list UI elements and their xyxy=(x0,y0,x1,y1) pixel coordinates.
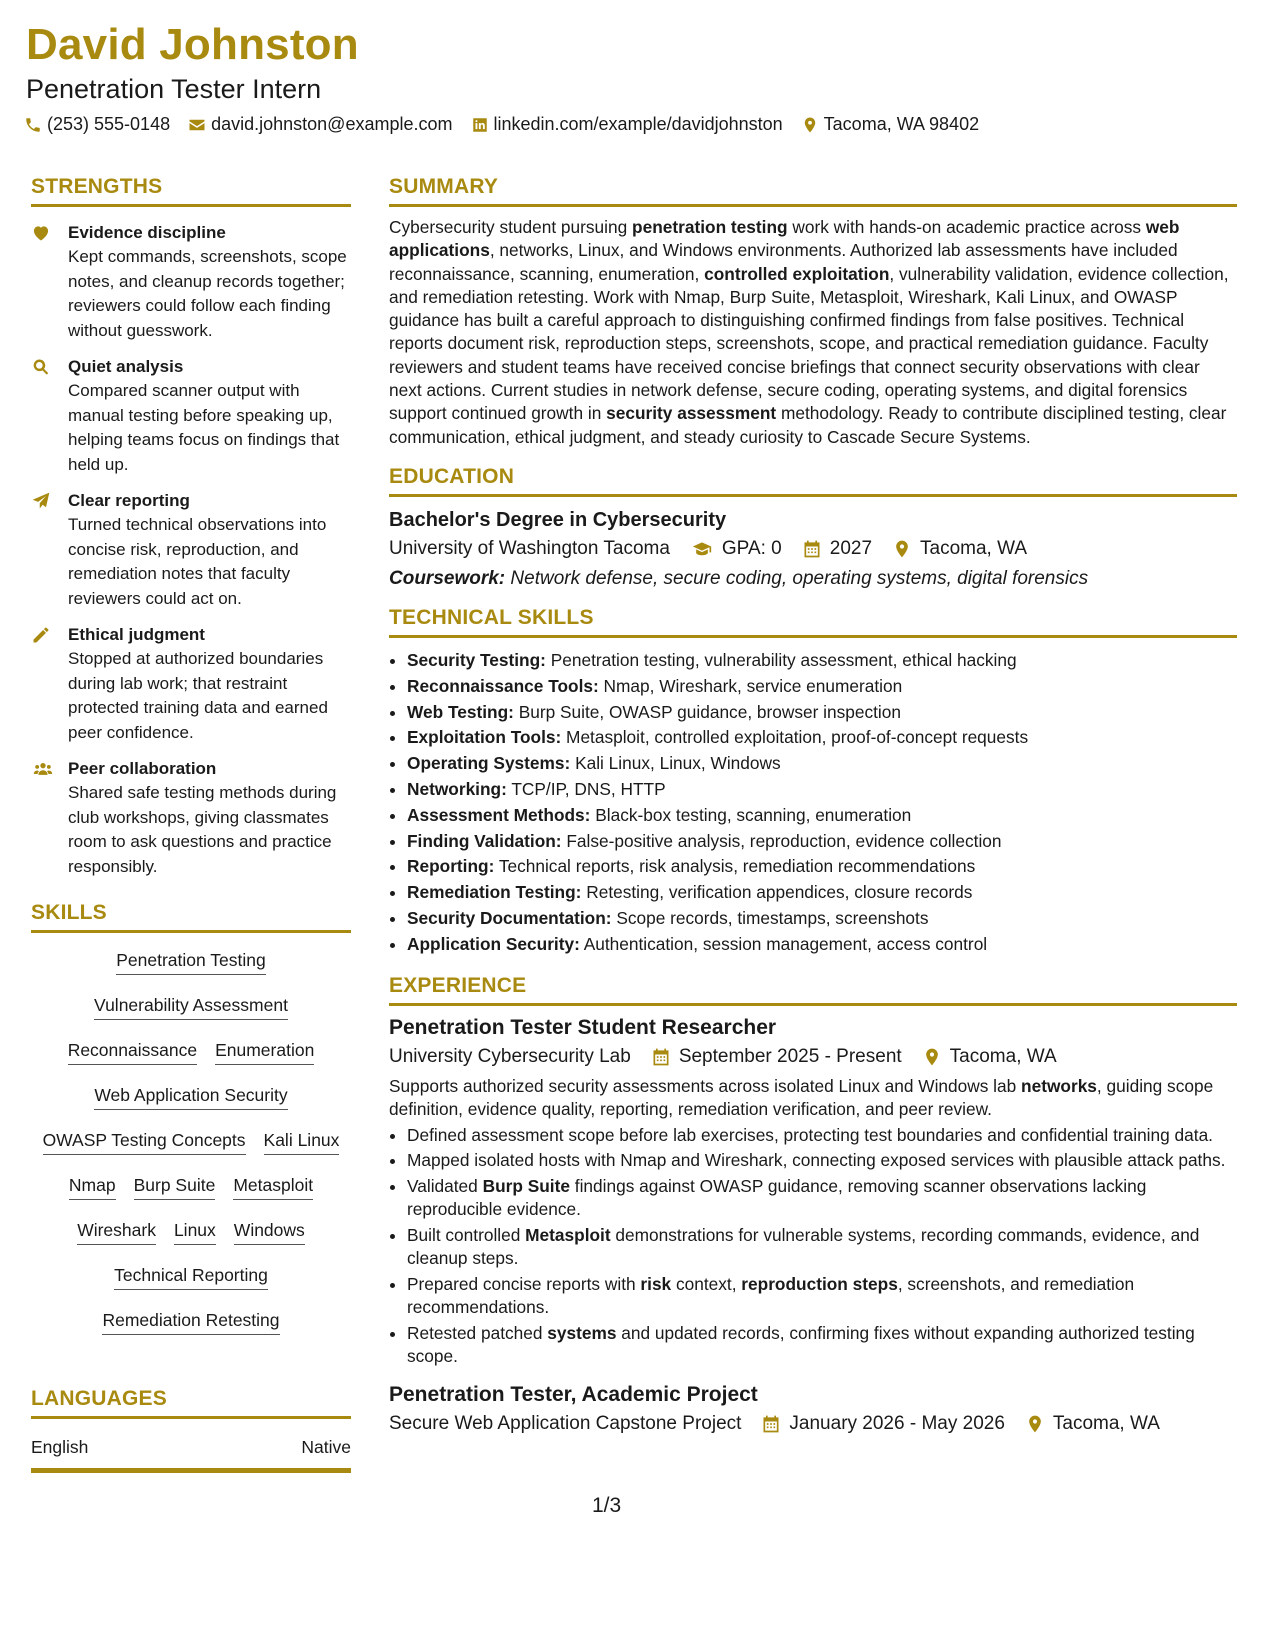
contact-location xyxy=(801,114,979,135)
map-pin-icon xyxy=(801,116,819,134)
candidate-title: Penetration Tester Intern xyxy=(26,74,322,104)
strength-title: Peer collaboration xyxy=(68,759,217,778)
skill-chip: Metasploit xyxy=(233,1174,313,1200)
bold-text: penetration testing xyxy=(632,217,788,237)
skill-category: Security Documentation: xyxy=(407,907,612,928)
bold-text: controlled exploitation xyxy=(704,263,890,284)
experience-section xyxy=(389,974,1237,1435)
skill-values: Nmap, Wireshark, service enumeration xyxy=(598,675,903,696)
bold-text: reproduction steps xyxy=(741,1273,898,1294)
technical-skill-item xyxy=(407,674,1237,700)
strength-title: Ethical judgment xyxy=(68,625,205,644)
job-bullet xyxy=(407,1224,1237,1271)
envelope-icon xyxy=(188,116,206,134)
skill-category: Application Security: xyxy=(407,933,580,954)
job-entry xyxy=(389,1016,1237,1369)
skill-chip: OWASP Testing Concepts xyxy=(43,1129,246,1155)
education-meta xyxy=(389,538,1237,560)
page-number: 1/3 xyxy=(592,1494,622,1517)
skill-chip: Technical Reporting xyxy=(114,1264,268,1290)
jobs-list xyxy=(389,1016,1237,1435)
skill-chip: Linux xyxy=(174,1219,216,1245)
coursework-label: Coursework: xyxy=(389,567,506,589)
text-run: methodology. Ready to contribute disciplined testing, clear communication, ethical judgment, and steady curiosity to Cascade Secure Systems. xyxy=(389,403,1227,447)
technical-skill-item xyxy=(407,906,1237,932)
text-run: Prepared concise reports with xyxy=(407,1273,641,1294)
contact-phone[interactable] xyxy=(24,114,170,135)
skill-values: Authentication, session management, access control xyxy=(579,933,988,954)
skill-chip: Kali Linux xyxy=(264,1129,340,1155)
job-bullet xyxy=(407,1124,1237,1148)
pencil-icon xyxy=(31,625,51,645)
skill-category: Finding Validation: xyxy=(407,830,562,851)
bold-text: security assessment xyxy=(606,403,777,424)
skill-chip: Enumeration xyxy=(215,1039,314,1065)
strength-title: Evidence discipline xyxy=(68,223,226,242)
skill-values: Kali Linux, Linux, Windows xyxy=(570,753,781,774)
skill-chip: Remediation Retesting xyxy=(102,1309,279,1335)
graduation-cap-icon xyxy=(690,539,714,559)
experience-heading: EXPERIENCE xyxy=(389,974,1237,1006)
text-run: context, xyxy=(671,1273,742,1294)
skill-category: Web Testing: xyxy=(407,701,514,722)
skill-chip: Reconnaissance xyxy=(68,1039,197,1065)
strength-desc: Turned technical observations into concise risk, reproduction, and remediation notes that faculty reviewers could act on. xyxy=(68,515,327,608)
text-run: Validated xyxy=(407,1175,483,1196)
bold-text: Metasploit xyxy=(525,1224,611,1245)
contact-bar xyxy=(24,114,979,135)
strength-item xyxy=(31,489,351,611)
technical-skills-heading: TECHNICAL SKILLS xyxy=(389,606,1237,638)
degree-title: Bachelor's Degree in Cybersecurity xyxy=(389,508,727,531)
text-run: Retested patched xyxy=(407,1322,548,1343)
users-icon xyxy=(31,759,55,779)
bold-text: systems xyxy=(547,1322,617,1343)
skill-values: TCP/IP, DNS, HTTP xyxy=(506,778,666,799)
candidate-name: David Johnston xyxy=(26,20,359,69)
job-title: Penetration Tester Student Researcher xyxy=(389,1015,777,1039)
skill-category: Reporting: xyxy=(407,856,495,877)
location-text: Tacoma, WA 98402 xyxy=(823,114,980,134)
email-text: david.johnston@example.com xyxy=(211,114,453,134)
text-run: , guiding scope definition, evidence quality, reporting, remediation verification, and peer review. xyxy=(389,1075,1214,1120)
skill-chip: Vulnerability Assessment xyxy=(94,994,288,1020)
language-name: English xyxy=(31,1437,89,1457)
strength-desc: Stopped at authorized boundaries during lab work; that restraint protected training data and earned peer confidence. xyxy=(68,649,328,742)
calendar-icon xyxy=(761,1414,781,1434)
text-run: , vulnerability validation, evidence collection, and remediation retesting. Work with Nmap, Burp Suite, Metasploit, Wireshark, Kali Linux, and OWASP guidance has built a careful approach to distinguishing confirmed findings from false positives. Technical reports document risk, reproduction steps, screenshots, scope, and practical remediation guidance. Faculty reviewers and student teams have received concise briefings that connect security observations with clear next actions. Current studies in network defense, secure coding, operating systems, and digital forensics support continued growth in xyxy=(389,263,1229,424)
technical-skill-item xyxy=(407,751,1237,777)
bold-text: risk xyxy=(640,1273,672,1294)
languages-section xyxy=(31,1387,351,1473)
language-level: Native xyxy=(301,1437,351,1457)
skill-values: Metasploit, controlled exploitation, proof-of-concept requests xyxy=(561,727,1029,748)
skill-category: Reconnaissance Tools: xyxy=(407,675,599,696)
text-run: Mapped isolated hosts with Nmap and Wireshark, connecting exposed services with plausible attack paths. xyxy=(407,1150,1226,1171)
skill-values: Technical reports, risk analysis, remediation recommendations xyxy=(494,856,976,877)
skill-values: Penetration testing, vulnerability assessment, ethical hacking xyxy=(545,649,1017,670)
right-column xyxy=(389,175,1237,1435)
job-org: Secure Web Application Capstone Project xyxy=(389,1412,742,1434)
skill-category: Assessment Methods: xyxy=(407,804,591,825)
technical-skill-item xyxy=(407,725,1237,751)
strength-item xyxy=(31,221,351,343)
strengths-heading: STRENGTHS xyxy=(31,175,351,207)
coursework xyxy=(389,568,1237,590)
strengths-list xyxy=(31,221,351,879)
heart-icon xyxy=(31,223,51,243)
skill-values: Black-box testing, scanning, enumeration xyxy=(590,804,912,825)
skill-chip: Wireshark xyxy=(77,1219,156,1245)
calendar-icon xyxy=(802,539,822,559)
job-location: Tacoma, WA xyxy=(1052,1412,1160,1434)
text-run: , networks, Linux, and Windows environments. Authorized lab assessments have included reconnaissance, scanning, enumeration, xyxy=(389,240,1178,284)
map-pin-icon xyxy=(1025,1414,1045,1434)
strength-item xyxy=(31,757,351,879)
strength-title: Clear reporting xyxy=(68,491,190,510)
languages-heading: LANGUAGES xyxy=(31,1387,351,1419)
coursework-text: Network defense, secure coding, operating systems, digital forensics xyxy=(505,567,1089,589)
job-dates: January 2026 - May 2026 xyxy=(789,1412,1005,1434)
education-section xyxy=(389,465,1237,590)
gpa: GPA: 0 xyxy=(721,537,782,559)
strength-desc: Kept commands, screenshots, scope notes, and cleanup records together; reviewers could follow each finding without guesswork. xyxy=(68,247,347,340)
skill-category: Security Testing: xyxy=(407,649,546,670)
job-bullet xyxy=(407,1149,1237,1173)
skill-values: Retesting, verification appendices, closure records xyxy=(581,882,973,903)
skills-heading: SKILLS xyxy=(31,901,351,933)
text-run: and updated records, confirming fixes without expanding authorized testing scope. xyxy=(407,1322,1195,1367)
paper-plane-icon xyxy=(31,491,51,511)
skill-values: Scope records, timestamps, screenshots xyxy=(611,907,929,928)
language-row xyxy=(31,1419,351,1473)
strength-title: Quiet analysis xyxy=(68,357,184,376)
education-location: Tacoma, WA xyxy=(920,537,1028,559)
text-run: Defined assessment scope before lab exercises, protecting test boundaries and confidential training data. xyxy=(407,1124,1213,1145)
phone-icon xyxy=(24,116,42,134)
phone-text: (253) 555-0148 xyxy=(47,114,171,134)
skill-category: Exploitation Tools: xyxy=(407,727,562,748)
text-run: Supports authorized security assessments across isolated Linux and Windows lab xyxy=(389,1075,1022,1096)
text-run: work with hands-on academic practice across xyxy=(787,217,1146,237)
technical-skill-item xyxy=(407,777,1237,803)
bold-text: networks xyxy=(1021,1075,1097,1096)
technical-skills-list xyxy=(389,648,1237,958)
summary-text xyxy=(389,216,1237,449)
search-icon xyxy=(31,357,51,377)
skill-chip: Windows xyxy=(234,1219,305,1245)
job-org: University Cybersecurity Lab xyxy=(389,1045,631,1067)
skill-category: Remediation Testing: xyxy=(407,882,582,903)
left-column xyxy=(31,175,351,1473)
technical-skill-item xyxy=(407,880,1237,906)
job-bullet xyxy=(407,1273,1237,1320)
job-description xyxy=(389,1075,1237,1122)
job-meta xyxy=(389,1046,1237,1068)
skill-chip: Burp Suite xyxy=(134,1174,216,1200)
technical-skill-item xyxy=(407,932,1237,958)
job-entry xyxy=(389,1383,1237,1435)
text-run: Cybersecurity student pursuing xyxy=(389,217,633,237)
job-title: Penetration Tester, Academic Project xyxy=(389,1382,758,1406)
technical-skill-item xyxy=(407,648,1237,674)
strength-desc: Shared safe testing methods during club workshops, giving classmates room to ask questions and practice responsibly. xyxy=(68,783,337,876)
bold-text: web applications xyxy=(389,217,1180,261)
map-pin-icon xyxy=(922,1047,942,1067)
technical-skill-item xyxy=(407,854,1237,880)
technical-skill-item xyxy=(407,803,1237,829)
text-run: demonstrations for vulnerable systems, recording commands, evidence, and cleanup steps. xyxy=(407,1224,1200,1269)
text-run: , screenshots, and remediation recommendations. xyxy=(407,1273,1135,1318)
skill-values: False-positive analysis, reproduction, evidence collection xyxy=(561,830,1002,851)
contact-email[interactable] xyxy=(188,114,452,135)
job-bullets xyxy=(389,1124,1237,1369)
strength-desc: Compared scanner output with manual testing before speaking up, helping teams focus on findings that held up. xyxy=(68,381,340,474)
graduation-year: 2027 xyxy=(829,537,873,559)
technical-skills-section xyxy=(389,606,1237,958)
strength-item xyxy=(31,623,351,745)
technical-skill-item xyxy=(407,700,1237,726)
school-name: University of Washington Tacoma xyxy=(389,537,670,559)
job-bullet xyxy=(407,1322,1237,1369)
skill-category: Networking: xyxy=(407,778,507,799)
skills-list xyxy=(31,933,351,1335)
text-run: findings against OWASP guidance, removing scanner observations lacking reproducible evidence. xyxy=(407,1175,1147,1220)
skill-chip: Nmap xyxy=(69,1174,116,1200)
linkedin-text: linkedin.com/example/davidjohnston xyxy=(493,114,783,134)
skill-chip: Web Application Security xyxy=(94,1084,287,1110)
contact-linkedin[interactable] xyxy=(471,114,783,135)
map-pin-icon xyxy=(892,539,912,559)
skill-chip: Penetration Testing xyxy=(116,949,266,975)
summary-heading: SUMMARY xyxy=(389,175,1237,207)
strength-item xyxy=(31,355,351,477)
job-location: Tacoma, WA xyxy=(949,1045,1057,1067)
skill-category: Operating Systems: xyxy=(407,753,571,774)
education-heading: EDUCATION xyxy=(389,465,1237,497)
job-bullet xyxy=(407,1175,1237,1222)
calendar-icon xyxy=(651,1047,671,1067)
linkedin-icon xyxy=(471,116,489,134)
job-dates: September 2025 - Present xyxy=(678,1045,902,1067)
job-meta xyxy=(389,1413,1237,1435)
bold-text: Burp Suite xyxy=(482,1175,570,1196)
skill-values: Burp Suite, OWASP guidance, browser inspection xyxy=(513,701,901,722)
text-run: Built controlled xyxy=(407,1224,526,1245)
technical-skill-item xyxy=(407,829,1237,855)
